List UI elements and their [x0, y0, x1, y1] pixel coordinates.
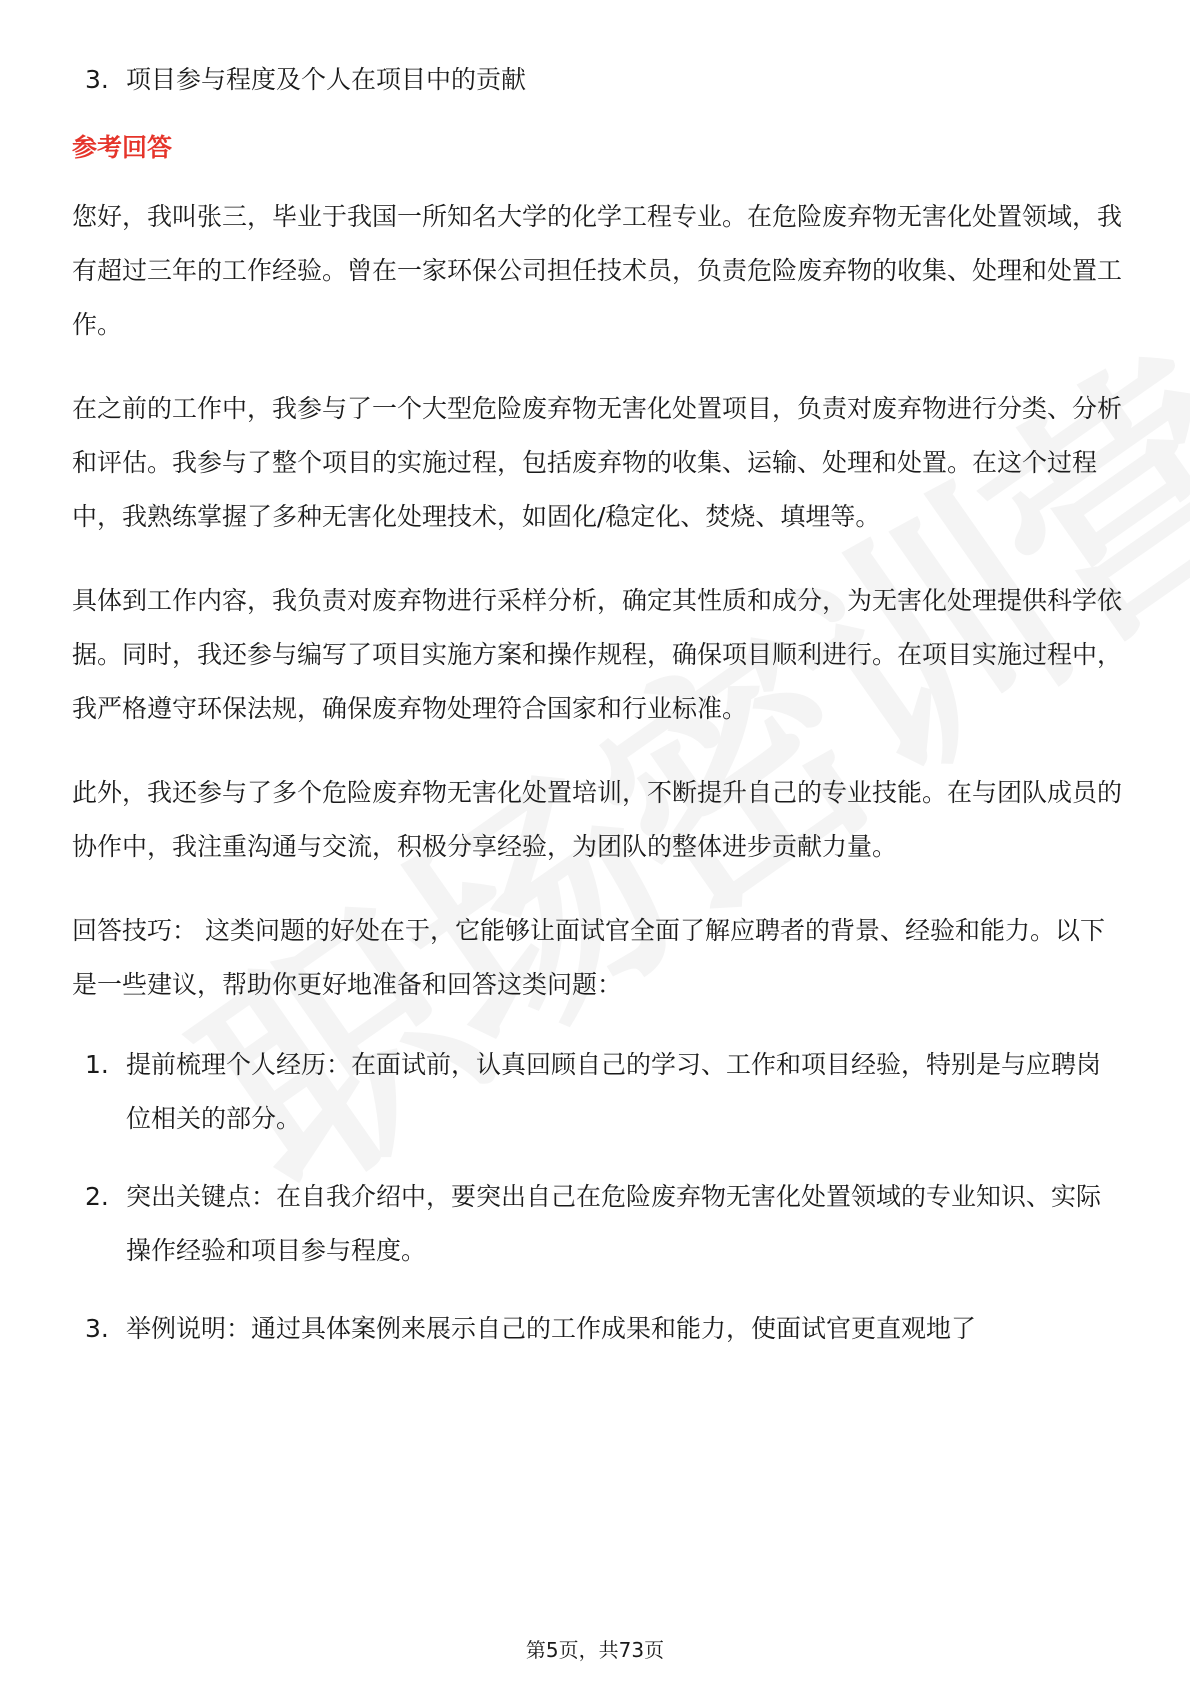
item-number: 3. — [85, 1314, 109, 1343]
answer-heading: 参考回答 — [72, 133, 173, 162]
paragraph: 您好，我叫张三，毕业于我国一所知名大学的化学工程专业。在危险废弃物无害化处置领域，我有超过三年的工作经验。曾在一家环保公司担任技术员，负责危险废弃物的收集、处理和处置工作。 — [72, 202, 1123, 339]
paragraph: 具体到工作内容，我负责对废弃物进行采样分析，确定其性质和成分，为无害化处理提供科学依据。同时，我还参与编写了项目实施方案和操作规程，确保项目顺利进行。在项目实施过程中，我严格遵守环保法规，确保废弃物处理符合国家和行业标准。 — [72, 586, 1123, 723]
item-text: 举例说明：通过具体案例来展示自己的工作成果和能力，使面试官更直观地了 — [126, 1314, 977, 1343]
item-number: 3. — [85, 65, 109, 94]
item-text: 项目参与程度及个人在项目中的贡献 — [126, 65, 527, 94]
paragraph: 在之前的工作中，我参与了一个大型危险废弃物无害化处置项目，负责对废弃物进行分类、分析和评估。我参与了整个项目的实施过程，包括废弃物的收集、运输、处理和处置。在这个过程中，我熟练掌握了多种无害化处理技术，如固化/稳定化、焚烧、填埋等。 — [72, 394, 1123, 531]
paragraph: 此外，我还参与了多个危险废弃物无害化处置培训，不断提升自己的专业技能。在与团队成员的协作中，我注重沟通与交流，积极分享经验，为团队的整体进步贡献力量。 — [72, 778, 1123, 861]
item-text: 提前梳理个人经历：在面试前，认真回顾自己的学习、工作和项目经验，特别是与应聘岗位相关的部分。 — [126, 1050, 1102, 1133]
tips-intro: 回答技巧： 这类问题的好处在于，它能够让面试官全面了解应聘者的背景、经验和能力。以下是一些建议，帮助你更好地准备和回答这类问题： — [72, 916, 1105, 999]
item-number: 1. — [85, 1050, 109, 1079]
list-item — [72, 1302, 1122, 1356]
list-item — [72, 1170, 1122, 1278]
list-item — [72, 1038, 1122, 1146]
page-footer: 第5页，共73页 — [525, 1638, 665, 1662]
item-text: 突出关键点：在自我介绍中，要突出自己在危险废弃物无害化处置领域的专业知识、实际操作经验和项目参与程度。 — [126, 1182, 1102, 1265]
document-body — [72, 52, 1122, 1380]
tips-list — [72, 1038, 1122, 1356]
question-item — [72, 52, 1122, 108]
item-number: 2. — [85, 1182, 109, 1211]
